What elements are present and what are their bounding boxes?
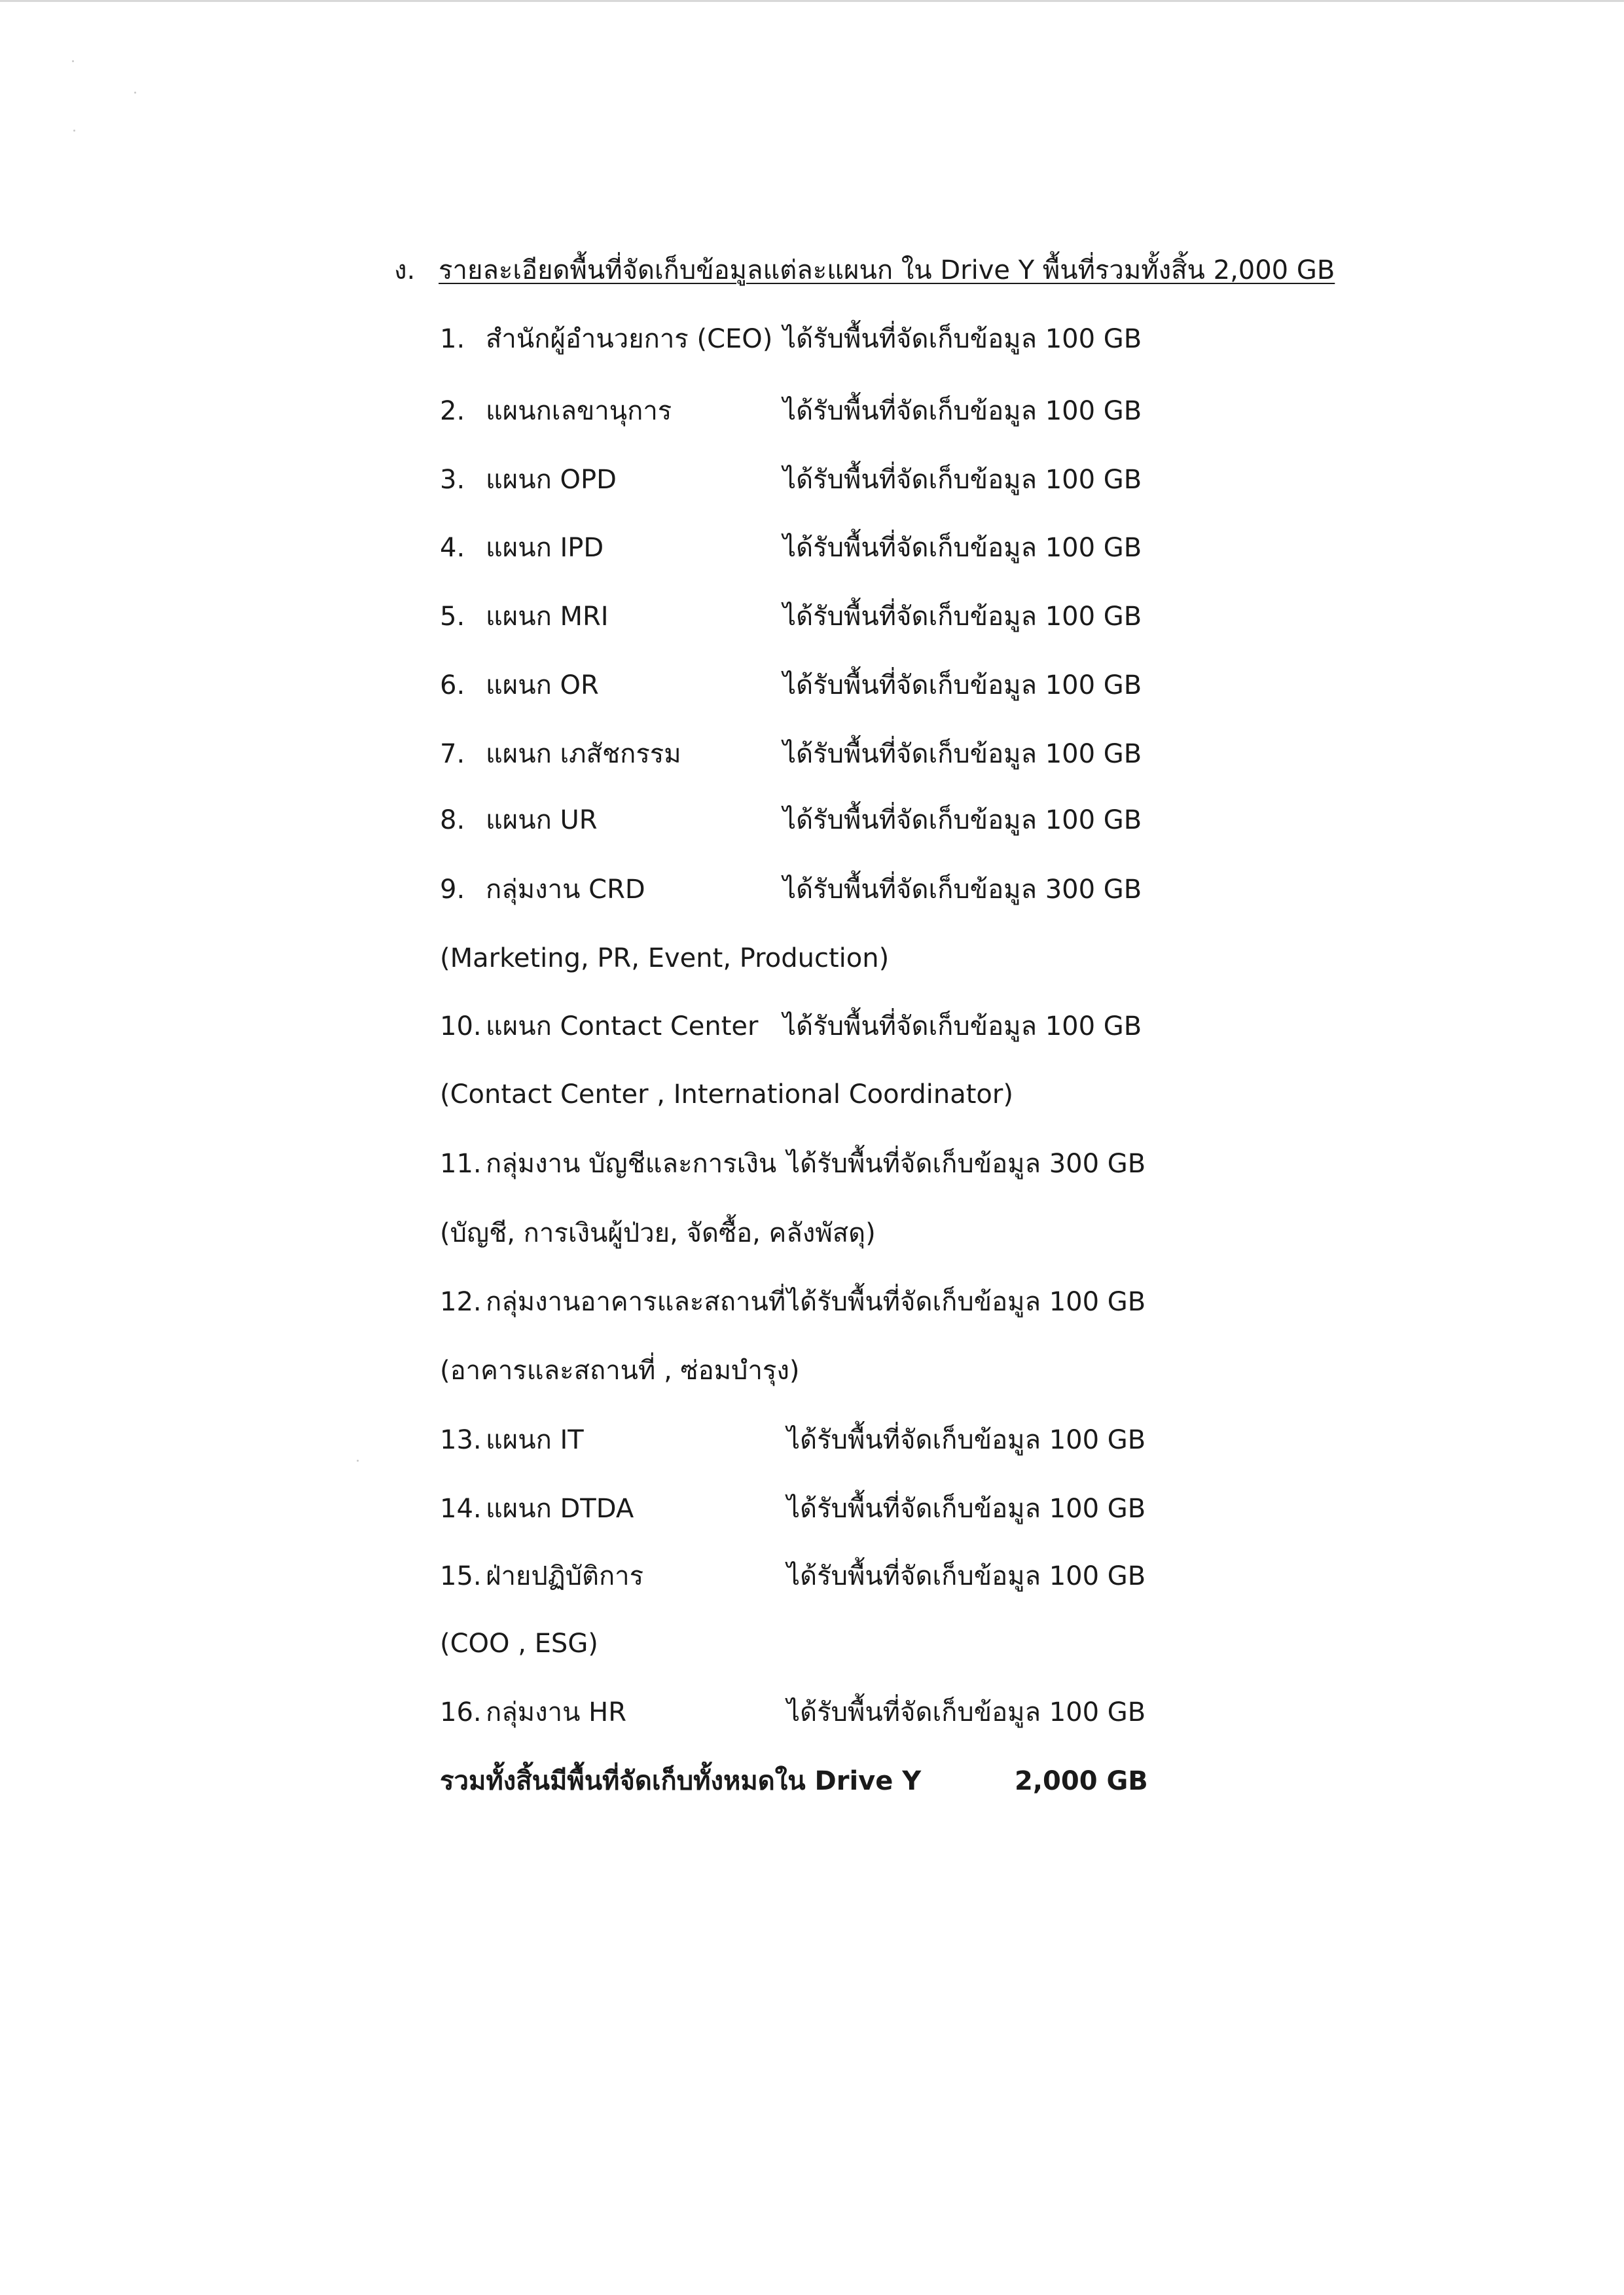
item-department: กลุ่มงาน HR — [486, 1697, 627, 1727]
item-allocation: ได้รับพื้นที่จัดเก็บข้อมูล 100 GB — [783, 533, 1142, 563]
item-number: 13. — [440, 1425, 482, 1455]
item-note: (บัญชี, การเงินผู้ป่วย, จัดซื้อ, คลังพัสดุ) — [440, 1218, 876, 1248]
item-department: กลุ่มงาน CRD — [486, 875, 645, 905]
item-allocation: ได้รับพื้นที่จัดเก็บข้อมูล 100 GB — [783, 1011, 1142, 1041]
item-department: แผนก OPD — [486, 465, 617, 495]
item-allocation: ได้รับพื้นที่จัดเก็บข้อมูล 100 GB — [787, 1425, 1146, 1455]
item-number: 7. — [440, 739, 465, 769]
item-number: 6. — [440, 670, 465, 700]
item-number: 12. — [440, 1287, 482, 1317]
item-department: แผนก DTDA — [486, 1494, 634, 1524]
item-allocation: ได้รับพื้นที่จัดเก็บข้อมูล 100 GB — [787, 1287, 1146, 1317]
item-number: 1. — [440, 324, 465, 354]
item-number: 10. — [440, 1011, 482, 1041]
item-allocation: ได้รับพื้นที่จัดเก็บข้อมูล 300 GB — [783, 875, 1142, 905]
total-value: 2,000 GB — [1015, 1766, 1148, 1796]
item-department: แผนก Contact Center — [486, 1011, 759, 1041]
item-department: แผนก UR — [486, 805, 598, 835]
item-department: สำนักผู้อำนวยการ (CEO) — [486, 324, 773, 354]
item-allocation: ได้รับพื้นที่จัดเก็บข้อมูล 100 GB — [783, 602, 1142, 632]
item-allocation: ได้รับพื้นที่จัดเก็บข้อมูล 100 GB — [787, 1697, 1146, 1727]
item-department: แผนกเลขานุการ — [486, 396, 672, 426]
item-allocation: ได้รับพื้นที่จัดเก็บข้อมูล 100 GB — [787, 1561, 1146, 1591]
item-allocation: ได้รับพื้นที่จัดเก็บข้อมูล 100 GB — [787, 1494, 1146, 1524]
item-note: (Contact Center , International Coordinator) — [440, 1079, 1013, 1110]
item-allocation: ได้รับพื้นที่จัดเก็บข้อมูล 100 GB — [783, 324, 1142, 354]
item-department: กลุ่มงานอาคารและสถานที่ — [486, 1287, 786, 1317]
item-department: กลุ่มงาน บัญชีและการเงิน — [486, 1149, 777, 1179]
item-allocation: ได้รับพื้นที่จัดเก็บข้อมูล 100 GB — [783, 465, 1142, 495]
item-department: แผนก OR — [486, 670, 599, 700]
item-note: (COO , ESG) — [440, 1629, 598, 1659]
item-note: (อาคารและสถานที่ , ซ่อมบำรุง) — [440, 1356, 800, 1386]
item-number: 2. — [440, 396, 465, 426]
item-number: 9. — [440, 875, 465, 905]
total-label: รวมทั้งสิ้นมีพื้นที่จัดเก็บทั้งหมดใน Drive Y — [440, 1766, 922, 1796]
item-note: (Marketing, PR, Event, Production) — [440, 943, 890, 973]
section-title: รายละเอียดพื้นที่จัดเก็บข้อมูลแต่ละแผนก ใน Drive Y พื้นที่รวมทั้งสิ้น 2,000 GB — [439, 255, 1335, 285]
item-number: 11. — [440, 1149, 482, 1179]
item-allocation: ได้รับพื้นที่จัดเก็บข้อมูล 100 GB — [783, 670, 1142, 700]
item-number: 5. — [440, 602, 465, 632]
item-allocation: ได้รับพื้นที่จัดเก็บข้อมูล 100 GB — [783, 739, 1142, 769]
item-number: 3. — [440, 465, 465, 495]
item-number: 14. — [440, 1494, 482, 1524]
item-allocation: ได้รับพื้นที่จัดเก็บข้อมูล 100 GB — [783, 396, 1142, 426]
item-number: 15. — [440, 1561, 482, 1591]
item-allocation: ได้รับพื้นที่จัดเก็บข้อมูล 300 GB — [787, 1149, 1146, 1179]
item-number: 4. — [440, 533, 465, 563]
item-department: แผนก MRI — [486, 602, 609, 632]
item-department: แผนก IT — [486, 1425, 584, 1455]
item-allocation: ได้รับพื้นที่จัดเก็บข้อมูล 100 GB — [783, 805, 1142, 835]
item-number: 16. — [440, 1697, 482, 1727]
item-department: แผนก เภสัชกรรม — [486, 739, 681, 769]
section-marker: ง. — [394, 255, 416, 285]
item-department: แผนก IPD — [486, 533, 604, 563]
item-number: 8. — [440, 805, 465, 835]
item-department: ฝ่ายปฏิบัติการ — [486, 1561, 644, 1591]
